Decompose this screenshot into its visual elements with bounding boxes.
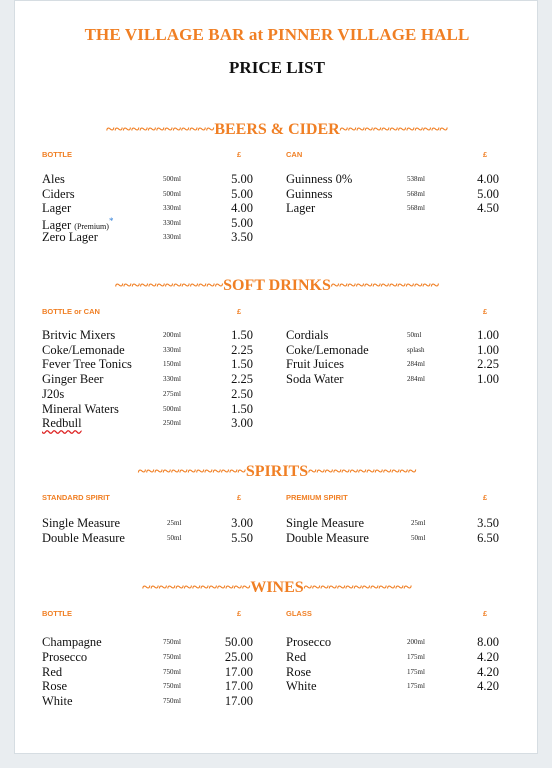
item-volume: 175ml xyxy=(407,667,425,676)
item-volume: 750ml xyxy=(163,667,181,676)
item-price: 17.00 xyxy=(224,679,253,694)
menu-item-row xyxy=(15,357,539,372)
menu-item-row xyxy=(15,230,539,245)
item-name xyxy=(286,372,343,387)
menu-item-row xyxy=(15,328,539,343)
item-name-text: J20s xyxy=(42,386,65,401)
item-volume: 284ml xyxy=(407,360,425,369)
page-subtitle: PRICE LIST xyxy=(229,58,325,77)
item-name-text: Mineral Waters xyxy=(42,401,119,416)
item-price: 4.20 xyxy=(477,649,499,664)
menu-item-row xyxy=(15,679,539,694)
page-title: THE VILLAGE BAR at PINNER VILLAGE HALL xyxy=(84,25,470,44)
item-volume: 750ml xyxy=(163,697,181,706)
right-column-header: CAN xyxy=(286,150,303,159)
item-volume: 25ml xyxy=(167,519,182,527)
menu-item-row xyxy=(15,387,539,402)
menu-item-row xyxy=(15,416,539,431)
item-price: 1.50 xyxy=(231,328,253,342)
item-name xyxy=(286,357,344,372)
section-title: ~~~~~~~~~~~~~WINES~~~~~~~~~~~~~ xyxy=(142,579,412,596)
item-volume: 330ml xyxy=(163,204,181,213)
section-title: ~~~~~~~~~~~~~SOFT DRINKS~~~~~~~~~~~~~ xyxy=(114,277,440,294)
item-price: 4.50 xyxy=(477,201,499,216)
item-qualifier: (Premium) xyxy=(74,221,109,231)
item-volume: 275ml xyxy=(163,389,181,398)
item-volume: 330ml xyxy=(163,375,181,384)
item-price: 1.00 xyxy=(477,342,499,357)
left-column-header: STANDARD SPIRIT xyxy=(42,493,110,502)
item-price: 5.00 xyxy=(231,186,253,201)
item-price: 5.00 xyxy=(477,186,499,201)
item-volume: 284ml xyxy=(407,375,425,384)
item-volume: 750ml xyxy=(163,682,181,691)
item-name xyxy=(286,187,333,202)
item-volume: 150ml xyxy=(163,360,181,369)
menu-item-row xyxy=(15,516,539,531)
item-name xyxy=(286,516,364,531)
item-volume: splash xyxy=(407,345,425,354)
left-column-header: BOTTLE or CAN xyxy=(42,307,100,316)
item-volume: 175ml xyxy=(407,682,425,691)
item-name-text: Zero Lager xyxy=(42,230,98,245)
menu-item-row xyxy=(15,372,539,387)
item-name-text: Prosecco xyxy=(286,635,332,649)
item-name-text: Ginger Beer xyxy=(42,372,104,387)
item-price: 4.20 xyxy=(477,679,499,694)
item-name xyxy=(286,635,331,650)
item-price: 3.00 xyxy=(231,416,253,431)
item-name xyxy=(42,230,98,245)
item-volume: 538ml xyxy=(407,175,425,183)
item-name xyxy=(42,387,64,402)
item-name-text: Ales xyxy=(42,172,65,186)
item-price: 2.50 xyxy=(231,386,253,401)
right-currency-header: £ xyxy=(483,609,488,618)
item-name xyxy=(42,402,119,417)
item-price: 3.50 xyxy=(231,230,253,245)
item-price: 2.25 xyxy=(231,342,253,357)
item-volume: 250ml xyxy=(163,419,181,428)
menu-item-row xyxy=(15,635,539,650)
left-column-header: BOTTLE xyxy=(42,150,72,159)
item-name-text: Single Measure xyxy=(286,516,365,530)
item-volume: 200ml xyxy=(407,638,425,646)
left-currency-header: £ xyxy=(237,150,242,159)
menu-item-row xyxy=(15,650,539,665)
item-price: 1.50 xyxy=(231,357,253,372)
item-name xyxy=(286,650,306,665)
item-volume: 50ml xyxy=(411,533,426,542)
item-volume: 330ml xyxy=(163,218,181,227)
item-price: 25.00 xyxy=(224,649,253,664)
left-currency-header: £ xyxy=(237,307,242,316)
menu-item-row xyxy=(15,665,539,680)
item-name-text: Soda Water xyxy=(286,372,344,387)
item-price: 8.00 xyxy=(477,635,499,649)
item-name xyxy=(286,343,369,358)
item-price: 5.50 xyxy=(231,530,253,545)
menu-item-row xyxy=(15,201,539,216)
menu-item-row xyxy=(15,531,539,546)
right-column-header: PREMIUM SPIRIT xyxy=(286,493,348,502)
right-currency-header: £ xyxy=(483,307,488,316)
left-column-header: BOTTLE xyxy=(42,609,72,618)
item-name xyxy=(286,531,369,546)
item-name-text: Double Measure xyxy=(42,530,125,545)
item-name xyxy=(286,172,352,187)
item-name-text: Lager xyxy=(42,217,72,232)
menu-item-row xyxy=(15,343,539,358)
item-price: 4.20 xyxy=(477,664,499,679)
item-name-text: Coke/Lemonade xyxy=(42,342,125,357)
item-name-text: Ciders xyxy=(42,186,75,201)
left-currency-header: £ xyxy=(237,609,242,618)
item-volume: 50ml xyxy=(167,533,182,542)
item-name-text: Lager xyxy=(286,201,316,216)
menu-item-row xyxy=(15,172,539,187)
item-name xyxy=(42,416,82,431)
item-name-text: Coke/Lemonade xyxy=(286,342,369,357)
item-price: 3.00 xyxy=(231,516,253,530)
item-price: 1.50 xyxy=(231,401,253,416)
item-name-text: Guinness 0% xyxy=(286,172,353,186)
item-name-text: Fever Tree Tonics xyxy=(42,357,132,372)
item-name xyxy=(42,694,73,709)
item-name-text: Cordials xyxy=(286,328,329,342)
item-volume: 330ml xyxy=(163,345,181,354)
item-name-text: Prosecco xyxy=(42,649,88,664)
item-price: 4.00 xyxy=(231,201,253,216)
item-name-text: Lager xyxy=(42,201,72,216)
item-volume: 568ml xyxy=(407,204,425,213)
item-name-text: Britvic Mixers xyxy=(42,328,116,342)
item-name-text: White xyxy=(42,694,73,709)
item-name xyxy=(286,328,328,343)
item-name xyxy=(286,679,317,694)
item-volume: 200ml xyxy=(163,331,181,339)
menu-item-row xyxy=(15,187,539,202)
menu-item-row xyxy=(15,694,539,709)
right-column-header: GLASS xyxy=(286,609,312,618)
item-price: 2.25 xyxy=(477,357,499,372)
asterisk-icon: * xyxy=(108,215,114,226)
left-currency-header: £ xyxy=(237,493,242,502)
item-price: 50.00 xyxy=(224,635,253,649)
item-volume: 500ml xyxy=(163,404,181,413)
item-price: 5.00 xyxy=(231,215,253,230)
item-name-text: Double Measure xyxy=(286,530,369,545)
item-price: 1.00 xyxy=(477,372,499,387)
item-price: 17.00 xyxy=(224,664,253,679)
item-price: 3.50 xyxy=(477,516,499,530)
right-currency-header: £ xyxy=(483,493,488,502)
right-currency-header: £ xyxy=(483,150,488,159)
item-volume: 500ml xyxy=(163,175,181,183)
item-name-text: Red xyxy=(286,649,307,664)
item-volume: 750ml xyxy=(163,638,181,646)
item-name-text: Guinness xyxy=(286,186,333,201)
item-name-text: Rose xyxy=(42,679,67,694)
item-price: 5.00 xyxy=(231,172,253,186)
item-name-text: Single Measure xyxy=(42,516,121,530)
item-name-text: Rose xyxy=(286,664,311,679)
item-volume: 500ml xyxy=(163,189,181,198)
price-list-page xyxy=(14,0,538,754)
item-name-text: Red xyxy=(42,664,63,679)
item-price: 1.00 xyxy=(477,328,499,342)
item-name-text: White xyxy=(286,679,317,694)
item-price: 2.25 xyxy=(231,372,253,387)
item-volume: 568ml xyxy=(407,189,425,198)
item-volume: 50ml xyxy=(407,331,422,339)
menu-item-row xyxy=(15,216,539,231)
section-title: ~~~~~~~~~~~~~BEERS & CIDER~~~~~~~~~~~~~ xyxy=(106,121,448,138)
item-name-text: Fruit Juices xyxy=(286,357,344,372)
item-volume: 330ml xyxy=(163,233,181,242)
item-price: 6.50 xyxy=(477,530,499,545)
menu-item-row xyxy=(15,402,539,417)
item-price: 17.00 xyxy=(224,694,253,709)
section-title: ~~~~~~~~~~~~~SPIRITS~~~~~~~~~~~~~ xyxy=(137,463,417,480)
item-name-text: Redbull xyxy=(42,416,82,431)
item-volume: 25ml xyxy=(411,519,426,527)
item-volume: 750ml xyxy=(163,652,181,661)
item-name xyxy=(286,665,311,680)
item-price: 4.00 xyxy=(477,172,499,186)
item-volume: 175ml xyxy=(407,652,425,661)
item-name-text: Champagne xyxy=(42,635,102,649)
item-name xyxy=(286,201,315,216)
